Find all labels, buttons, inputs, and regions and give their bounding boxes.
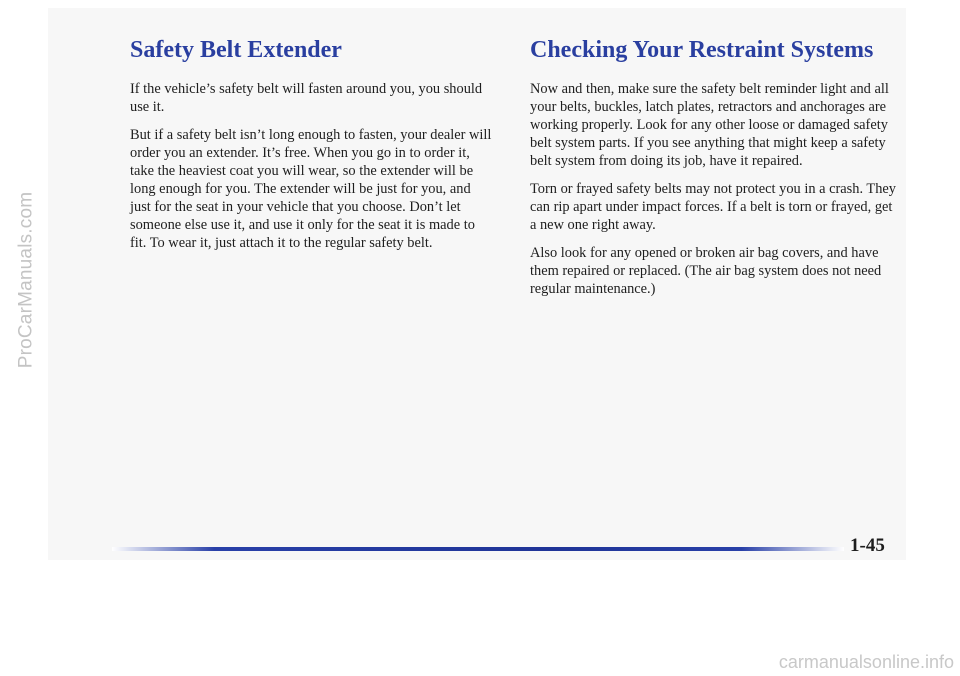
side-watermark-text: ProCarManuals.com — [15, 191, 37, 369]
section-heading-safety-belt-extender: Safety Belt Extender — [130, 37, 342, 63]
paragraph: If the vehicle’s safety belt will fasten around you, you should use it. — [130, 81, 483, 115]
left-column — [130, 36, 492, 262]
footer-rule — [112, 547, 844, 551]
paragraph: Now and then, make sure the safety belt reminder light and all your belts, buckles, latch plates, retractors and anchorages are working properly. Look for any other loose or damaged safety belt system parts. If you see anything that might keep a safety belt system from doing its job, have it repaired. — [530, 81, 889, 169]
section-heading-checking-restraint-systems: Checking Your Restraint Systems — [530, 37, 874, 63]
page-number: 1-45 — [850, 535, 885, 556]
bottom-watermark: carmanualsonline.info — [778, 652, 954, 672]
paragraph: But if a safety belt isn’t long enough to fasten, your dealer will order you an extender. It’s free. When you go in to order it, take the heaviest coat you will wear, so the extender will be long enough for you. The extender will be just for you, and just for the seat in your vehicle that you choose. Don’t let someone else use it, and use it only for the seat it is made to fit. To wear it, just attach it to the regular safety belt. — [130, 127, 492, 251]
paragraph: Also look for any opened or broken air bag covers, and have them repaired or replaced. (The air bag system does not need regular maintenance.) — [530, 245, 882, 297]
paragraph: Torn or frayed safety belts may not protect you in a crash. They can rip apart under impact forces. If a belt is torn or frayed, get a new one right away. — [530, 181, 896, 233]
side-watermark — [4, 0, 48, 560]
right-column — [530, 36, 902, 308]
